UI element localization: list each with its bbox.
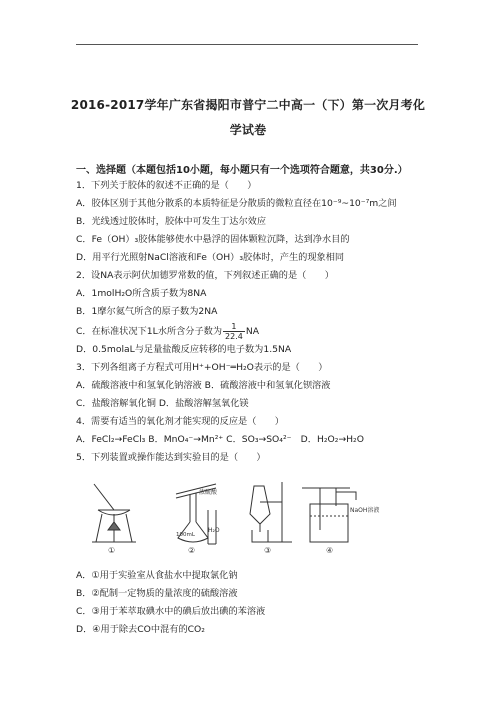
figure-2-water-label: H₂O <box>208 527 220 534</box>
fraction <box>223 322 245 341</box>
q3-options-ab: A．硫酸溶液中和氢氧化钠溶液 B．硫酸溶液中和氢氧化钡溶液 <box>76 380 331 391</box>
figure-2-acid-label: 浓硫酸 <box>199 489 218 496</box>
q5-stem: 5．下列装置或操作能达到实验目的是（ ） <box>76 452 266 463</box>
q3-stem: 3．下列各组离子方程式可用H⁺+OH⁻═H₂O表示的是（ ） <box>76 362 328 373</box>
q2-stem: 2．设NA表示阿伏加德罗常数的值，下列叙述正确的是（ ） <box>76 270 334 281</box>
fraction-denominator: 22.4 <box>225 332 243 341</box>
exam-title-line2: 学试卷 <box>229 123 267 137</box>
q1-option-b: B．光线透过胶体时，胶体中可发生丁达尔效应 <box>76 216 267 227</box>
figure-4-label: ④ <box>326 546 334 555</box>
figure-4-gas-washing-bottle <box>302 488 356 542</box>
figure-1-label: ① <box>108 546 116 555</box>
section-heading: 一、选择题（本题包括10小题，每小题只有一个选项符合题意，共30分.） <box>76 165 408 176</box>
q4-stem: 4．需要有适当的氧化剂才能实现的反应是（ ） <box>76 416 284 427</box>
q2-option-b: B．1摩尔氦气所含的原子数为2NA <box>76 306 218 317</box>
header-rule <box>76 44 418 45</box>
q5-option-c: C．③用于苯萃取碘水中的碘后放出碘的苯溶液 <box>76 606 266 617</box>
q2-option-c-suffix: NA <box>245 326 259 337</box>
q1-stem: 1．下列关于胶体的叙述不正确的是（ ） <box>76 180 257 191</box>
q2-option-d: D．0.5molaL与足量盐酸反应转移的电子数为1.5NA <box>76 344 292 355</box>
q4-options: A．FeCl₂→FeCl₃ B．MnO₄⁻→Mn²⁺ C．SO₃→SO₄²⁻ D．H₂O₂→H₂O <box>76 434 364 445</box>
figure-4-solution-label: NaOH溶液 <box>350 507 380 514</box>
q2-option-a: A．1molH₂O所含质子数为8NA <box>76 288 207 299</box>
q1-option-a: A．胶体区别于其他分散系的本质特征是分散质的微粒直径在10⁻⁹~10⁻⁷m之间 <box>76 198 397 209</box>
figure-3-separatory-funnel <box>250 482 292 542</box>
q1-option-d: D．用平行光照射NaCl溶液和Fe（OH）₃胶体时，产生的现象相同 <box>76 252 345 263</box>
fraction-numerator: 1 <box>223 322 245 332</box>
figure-2-label: ② <box>188 546 196 555</box>
q5-option-d: D．④用于除去CO中混有的CO₂ <box>76 624 205 635</box>
q3-options-cd: C．盐酸溶解氧化铜 D．盐酸溶解氢氧化镁 <box>76 398 249 409</box>
q5-option-b: B．②配制一定物质的量浓度的硫酸溶液 <box>76 588 238 599</box>
figure-2-volume-label: 100mL <box>176 532 195 538</box>
exam-title-line1: 2016-2017学年广东省揭阳市普宁二中高一（下）第一次月考化 <box>70 98 426 112</box>
q1-option-c: C．Fe（OH）₃胶体能够使水中悬浮的固体颗粒沉降，达到净水目的 <box>76 234 350 245</box>
q2-option-c-prefix: C．在标准状况下1L水所含分子数为 <box>76 326 223 337</box>
q5-option-a: A．①用于实验室从食盐水中提取氯化钠 <box>76 570 238 581</box>
figure-1-evaporation <box>92 484 136 542</box>
figure-3-label: ③ <box>264 546 272 555</box>
q2-option-c <box>76 322 259 341</box>
q5-apparatus-figures <box>88 480 418 556</box>
